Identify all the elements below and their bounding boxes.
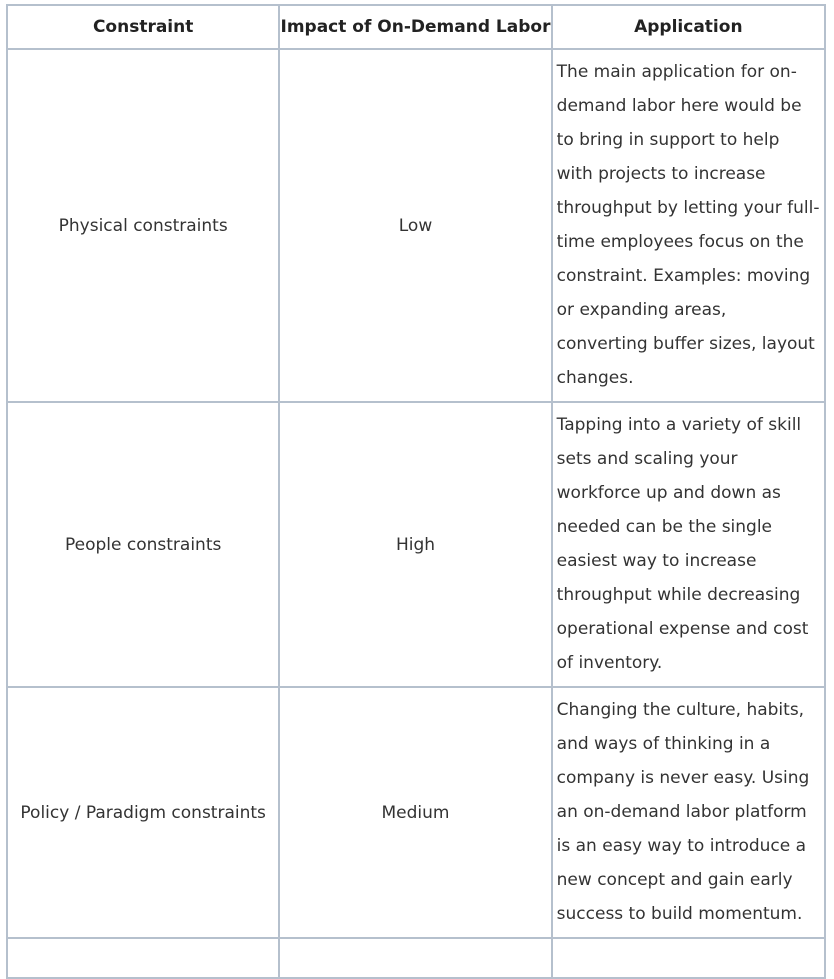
table-row [7,687,825,938]
column-header-constraint: Constraint [7,5,279,49]
column-header-impact: Impact of On-Demand Labor [279,5,551,49]
application-cell: Changing the culture, habits, and ways of thinking in a company is never easy. Using an on-demand labor platform is an easy way to introduce a new concept and gain early success to build momentum. [552,687,825,938]
empty-cell [7,938,279,978]
constraint-cell: People constraints [7,402,279,687]
constraints-table [6,4,826,979]
table-row [7,402,825,687]
constraint-cell: Physical constraints [7,49,279,402]
impact-cell: Low [279,49,551,402]
empty-cell [279,938,551,978]
constraint-cell: Policy / Paradigm constraints [7,687,279,938]
table-header-row [7,5,825,49]
table-row [7,49,825,402]
column-header-application: Application [552,5,825,49]
application-cell: Tapping into a variety of skill sets and scaling your workforce up and down as needed can be the single easiest way to increase throughput while decreasing operational expense and cost of inventory. [552,402,825,687]
impact-cell: High [279,402,551,687]
table-row-partial [7,938,825,978]
empty-cell [552,938,825,978]
impact-cell: Medium [279,687,551,938]
application-cell: The main application for on-demand labor here would be to bring in support to help with projects to increase throughput by letting your full-time employees focus on the constraint. Examples: moving or expanding areas, converting buffer sizes, layout changes. [552,49,825,402]
